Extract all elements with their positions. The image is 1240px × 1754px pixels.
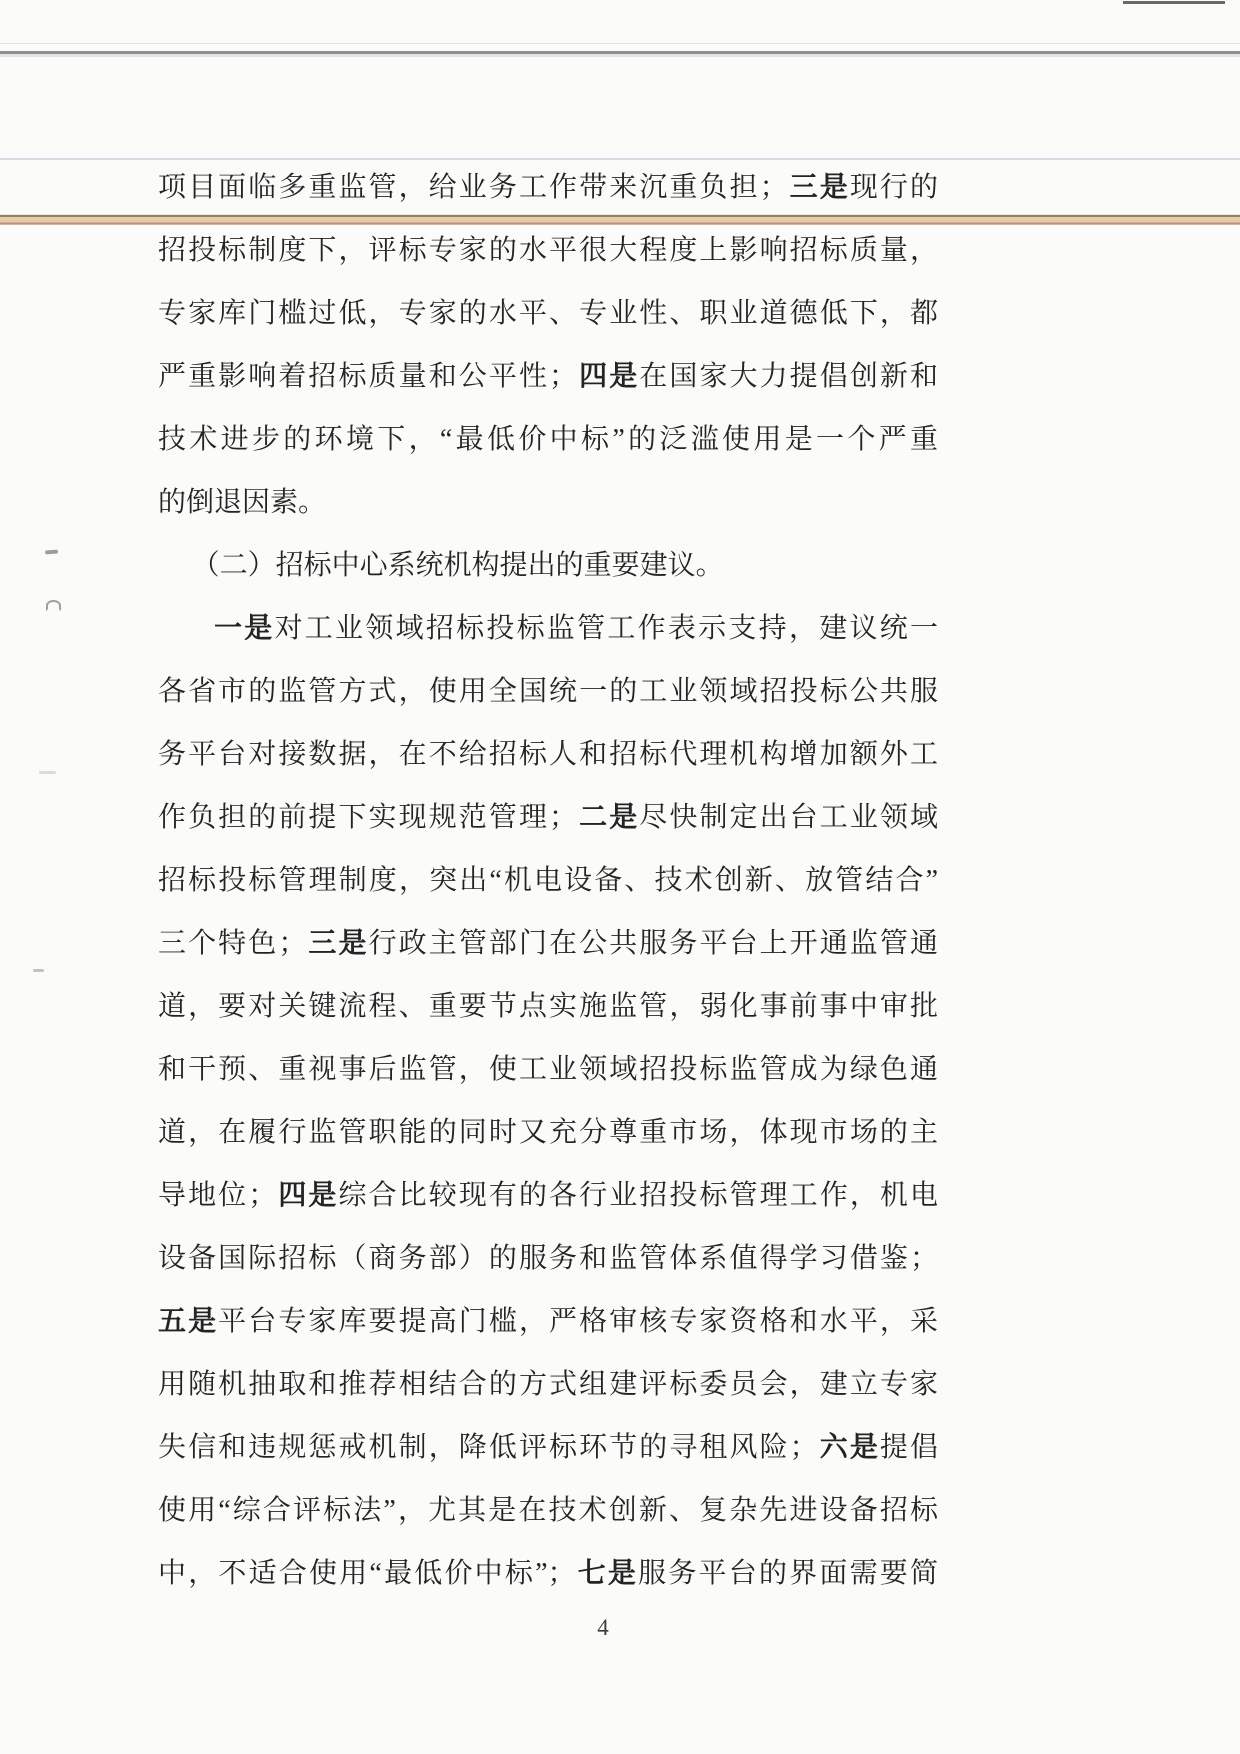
body-text: 现行的 bbox=[849, 172, 938, 203]
document-lines bbox=[158, 156, 938, 1605]
text-line bbox=[158, 1479, 938, 1542]
body-text: 务平台对接数据，在不给招标人和招标代理机构增加额外工 bbox=[158, 739, 938, 770]
text-line bbox=[158, 723, 938, 786]
text-line bbox=[158, 408, 938, 471]
body-text: 道，在履行监管职能的同时又充分尊重市场，体现市场的主 bbox=[158, 1117, 938, 1148]
body-text: 中，不适合使用“最低价中标”； bbox=[158, 1558, 576, 1589]
body-text: 平台专家库要提高门槛，严格审核专家资格和水平，采 bbox=[218, 1306, 938, 1337]
page-number: 4 bbox=[597, 1615, 609, 1640]
text-line bbox=[158, 345, 938, 408]
body-text: 道，要对关键流程、重要节点实施监管，弱化事前事中审批 bbox=[158, 991, 938, 1022]
text-line bbox=[158, 975, 938, 1038]
body-text: 技术进步的环境下，“最低价中标”的泛滥使用是一个严重 bbox=[158, 424, 938, 455]
enumerator-bold-text: 六是 bbox=[817, 1432, 880, 1463]
scan-smudge bbox=[46, 600, 61, 611]
enumerator-bold-text: 四是 bbox=[577, 361, 640, 392]
text-line bbox=[158, 1164, 938, 1227]
body-text: 尽快制定出台工业领域 bbox=[639, 802, 938, 833]
text-line bbox=[158, 786, 938, 849]
text-line bbox=[158, 1290, 938, 1353]
text-line bbox=[158, 282, 938, 345]
scan-artifact-corner-line bbox=[1123, 1, 1225, 4]
body-text: 综合比较现有的各行业招投标管理工作，机电 bbox=[338, 1180, 938, 1211]
scan-smudge bbox=[45, 550, 58, 555]
body-text: 设备国际招标（商务部）的服务和监管体系值得学习借鉴； bbox=[158, 1243, 938, 1274]
text-line bbox=[158, 1038, 938, 1101]
body-text: 项目面临多重监管，给业务工作带来沉重负担； bbox=[158, 172, 788, 203]
body-text: 三个特色； bbox=[158, 928, 307, 959]
body-text: 和干预、重视事后监管，使工业领域招投标监管成为绿色通 bbox=[158, 1054, 938, 1085]
text-line bbox=[158, 660, 938, 723]
body-text: 对工业领域招标投标监管工作表示支持，建议统一 bbox=[274, 613, 938, 644]
body-text: 各省市的监管方式，使用全国统一的工业领域招投标公共服 bbox=[158, 676, 938, 707]
text-line bbox=[158, 1353, 938, 1416]
enumerator-bold-text: 二是 bbox=[577, 802, 640, 833]
enumerator-bold-text: 一是 bbox=[214, 613, 275, 644]
text-line bbox=[158, 597, 938, 660]
scan-smudge bbox=[33, 969, 44, 972]
body-text: 招标投标管理制度，突出“机电设备、技术创新、放管结合” bbox=[158, 865, 938, 896]
text-line bbox=[158, 534, 938, 597]
body-text: 在国家大力提倡创新和 bbox=[639, 361, 938, 392]
body-text: 用随机抽取和推荐相结合的方式组建评标委员会，建立专家 bbox=[158, 1369, 938, 1400]
body-text: 提倡 bbox=[879, 1432, 938, 1463]
body-text: 失信和违规惩戒机制，降低评标环节的寻租风险； bbox=[158, 1432, 818, 1463]
body-text: 导地位； bbox=[158, 1180, 277, 1211]
body-text: （二）招标中心系统机构提出的重要建议。 bbox=[191, 550, 724, 581]
text-line bbox=[158, 156, 938, 219]
scan-artifact-top-light-line bbox=[0, 43, 1240, 44]
text-line bbox=[158, 1416, 938, 1479]
body-text: 专家库门槛过低，专家的水平、专业性、职业道德低下，都 bbox=[158, 298, 938, 329]
enumerator-bold-text: 五是 bbox=[158, 1306, 219, 1337]
body-text: 严重影响着招标质量和公平性； bbox=[158, 361, 578, 392]
enumerator-bold-text: 七是 bbox=[575, 1558, 639, 1589]
text-line bbox=[158, 1227, 938, 1290]
body-text: 行政主管部门在公共服务平台上开通监管通 bbox=[368, 928, 938, 959]
enumerator-bold-text: 四是 bbox=[276, 1180, 339, 1211]
text-line bbox=[158, 471, 938, 534]
scan-smudge bbox=[39, 771, 56, 774]
enumerator-bold-text: 三是 bbox=[306, 928, 369, 959]
text-line bbox=[158, 219, 938, 282]
text-line bbox=[158, 1101, 938, 1164]
body-text: 的倒退因素。 bbox=[158, 487, 327, 518]
body-text: 作负担的前提下实现规范管理； bbox=[158, 802, 578, 833]
enumerator-bold-text: 三是 bbox=[787, 172, 850, 203]
scan-artifact-top-dark-line bbox=[0, 51, 1240, 54]
text-line bbox=[158, 1542, 938, 1605]
text-line bbox=[158, 849, 938, 912]
body-text: 使用“综合评标法”，尤其是在技术创新、复杂先进设备招标 bbox=[158, 1495, 938, 1526]
body-text: 服务平台的界面需要简 bbox=[638, 1558, 938, 1589]
body-text: 招投标制度下，评标专家的水平很大程度上影响招标质量， bbox=[158, 235, 938, 266]
text-line bbox=[158, 912, 938, 975]
